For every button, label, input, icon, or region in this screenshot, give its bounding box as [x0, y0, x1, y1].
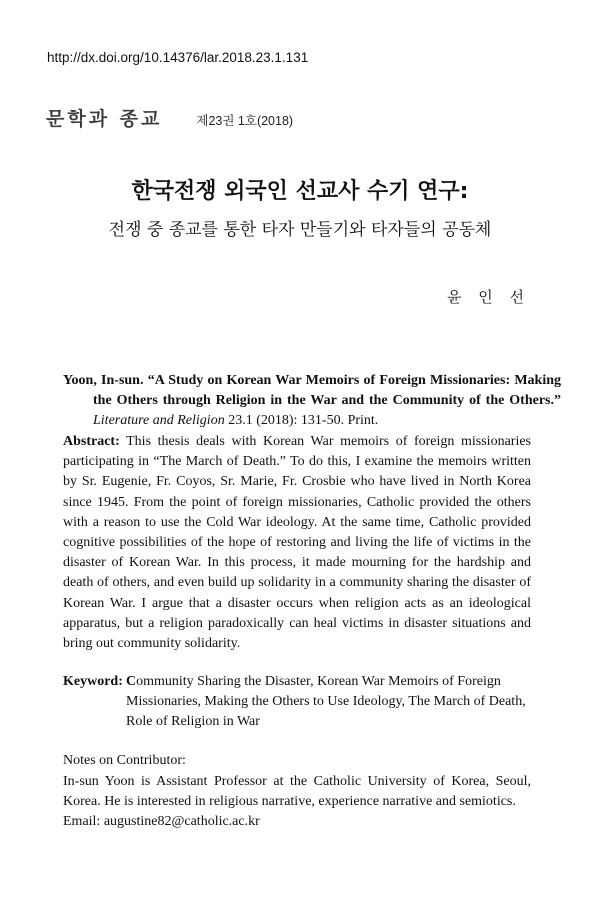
citation-authors: Yoon, In-sun.	[63, 373, 144, 388]
contributor-heading: Notes on Contributor:	[63, 753, 186, 768]
journal-logo: 문학과 종교	[46, 108, 163, 130]
contributor-email[interactable]: Email: augustine82@catholic.ac.kr	[63, 814, 260, 830]
journal-masthead	[46, 104, 293, 131]
contributor-text: In-sun Yoon is Assistant Professor at the Catholic University of Korea, Seoul, Korea. He is interested in religious narrative, experience narrative and semiotics.	[63, 774, 531, 810]
keyword-text: Community Sharing the Disaster, Korean War Memoirs of Foreign Missionaries, Making the Others to Use Ideology, The March of Death, Role of Religion in War	[126, 674, 526, 730]
abstract	[63, 432, 531, 654]
keywords	[63, 672, 531, 733]
article-subtitle: 전쟁 중 종교를 통한 타자 만들기와 타자들의 공동체	[108, 220, 492, 240]
citation	[63, 371, 561, 432]
article-author: 윤 인 선	[446, 288, 530, 306]
citation-details: 23.1 (2018): 131-50. Print.	[228, 413, 379, 429]
citation-title: “A Study on Korean War Memoirs of Foreign Missionaries: Making the Others through Religion in the War and the Community of the Others.”	[93, 373, 562, 409]
abstract-text: This thesis deals with Korean War memoirs of foreign missionaries participating in “The March of Death.” To do this, I examine the memoirs written by Sr. Eugenie, Fr. Coyos, Sr. Marie, Fr. Crosbie who have lived in North Korea since 1945. From the point of foreign missionaries, Catholic provided the others with a reason to use the Cold War ideology. At the same time, Catholic provided cognitive possibilities of the hope of restoring and living the life of victims in the disaster of Korean War. In this process, it made mourning for the hardship and death of others, and even build up solidarity in a community sharing the disaster of Korean War. I argue that a disaster occurs when religion acts as an ideological apparatus, but a religion paradoxically can heal victims in disaster situations and bring out community solidarity.	[63, 434, 531, 652]
article-title: 한국전쟁 외국인 선교사 수기 연구:	[131, 179, 469, 204]
volume-issue: 제23권 1호(2018)	[196, 114, 294, 128]
doi-link[interactable]: http://dx.doi.org/10.14376/lar.2018.23.1.131	[47, 50, 309, 65]
citation-journal: Literature and Religion	[93, 413, 225, 429]
contributor-notes	[63, 772, 531, 833]
abstract-label: Abstract:	[63, 434, 120, 449]
keyword-label: Keyword:	[63, 674, 123, 689]
